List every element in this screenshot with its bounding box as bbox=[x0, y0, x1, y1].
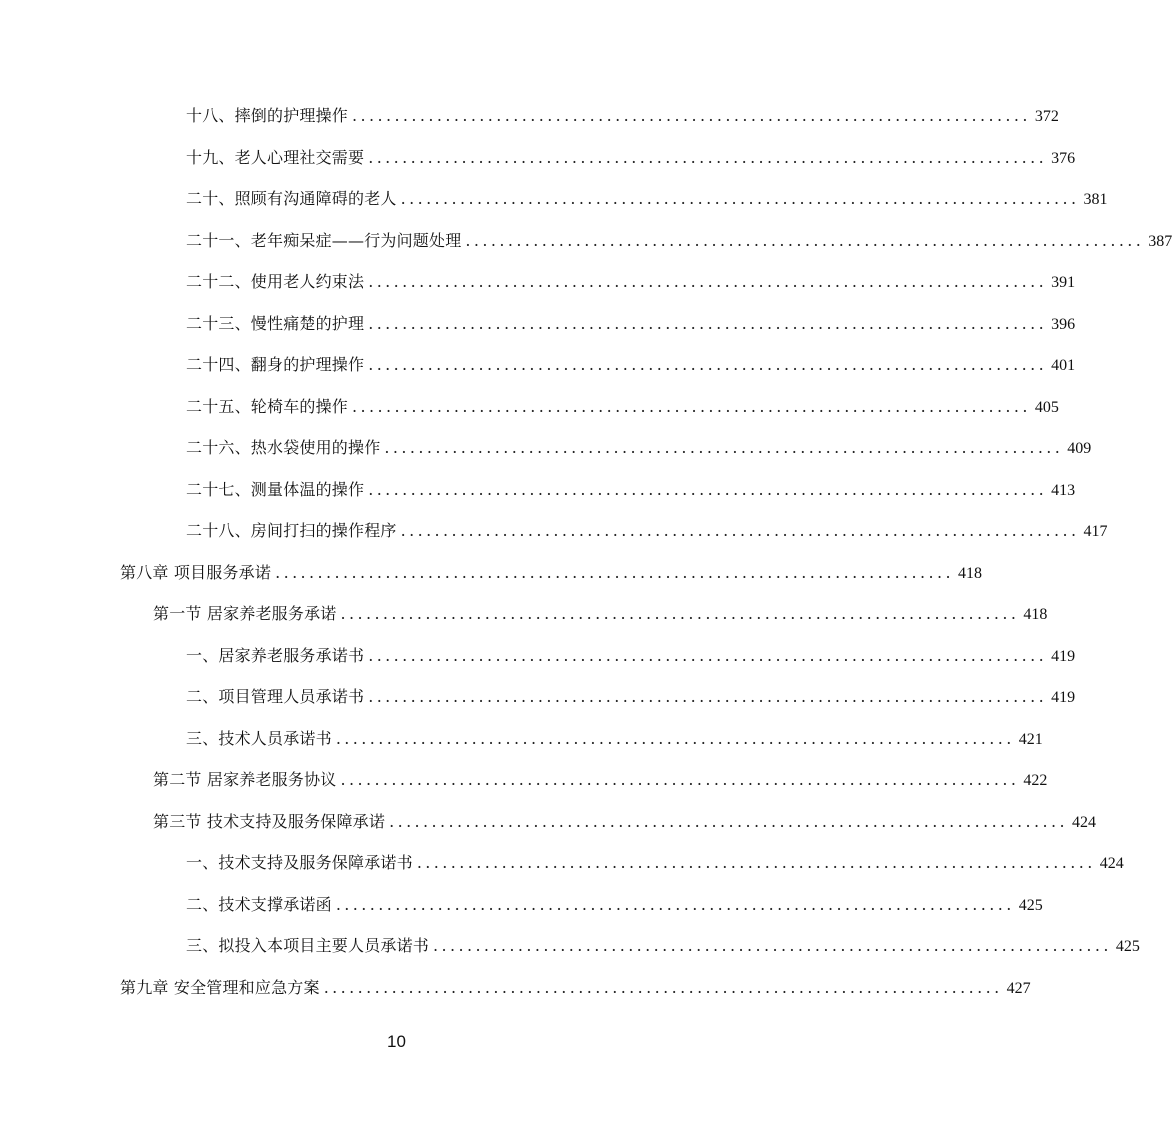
toc-entry-title: 二十五、轮椅车的操作 bbox=[186, 397, 349, 416]
dot-leader: ................................................................................ bbox=[389, 812, 1068, 831]
toc-entry-page-number: 372 bbox=[1034, 108, 1059, 125]
toc-entry[interactable] bbox=[186, 395, 1059, 419]
toc-entry-page-number: 391 bbox=[1051, 274, 1076, 291]
toc-entry[interactable] bbox=[153, 602, 1048, 626]
toc-entry[interactable] bbox=[186, 685, 1076, 709]
dot-leader: ................................................................................ bbox=[368, 355, 1048, 374]
toc-entry-page-number: 409 bbox=[1067, 440, 1092, 457]
toc-entry-page-number: 417 bbox=[1083, 523, 1108, 540]
toc-entry-page-number: 396 bbox=[1051, 316, 1076, 333]
toc-entry-title: 第一节 居家养老服务承诺 bbox=[153, 604, 337, 623]
toc-entry[interactable] bbox=[186, 644, 1076, 668]
toc-entry-title: 二十三、慢性痛楚的护理 bbox=[186, 314, 365, 333]
toc-entry-title: 三、技术人员承诺书 bbox=[186, 729, 332, 748]
toc-entry-page-number: 425 bbox=[1115, 938, 1140, 955]
toc-entry-title: 二十一、老年痴呆症——行为问题处理 bbox=[186, 231, 462, 250]
toc-entry[interactable] bbox=[186, 478, 1076, 502]
toc-entry[interactable] bbox=[186, 851, 1124, 875]
toc-entry-page-number: 421 bbox=[1018, 731, 1043, 748]
toc-entry[interactable] bbox=[120, 976, 1031, 1000]
dot-leader: ................................................................................ bbox=[368, 148, 1048, 167]
toc-entry-page-number: 419 bbox=[1051, 689, 1076, 706]
toc-entry-title: 第二节 居家养老服务协议 bbox=[153, 770, 337, 789]
toc-entry[interactable] bbox=[186, 934, 1140, 958]
toc-entry-title: 二十七、测量体温的操作 bbox=[186, 480, 365, 499]
toc-entry-page-number: 405 bbox=[1034, 399, 1059, 416]
toc-entry[interactable] bbox=[186, 893, 1043, 917]
dot-leader: ................................................................................ bbox=[465, 231, 1145, 250]
dot-leader: ................................................................................ bbox=[340, 604, 1020, 623]
toc-entry[interactable] bbox=[186, 146, 1076, 170]
toc-entry-page-number: 418 bbox=[957, 565, 982, 582]
toc-entry-title: 十八、摔倒的护理操作 bbox=[186, 106, 349, 125]
toc-entry[interactable] bbox=[186, 229, 1172, 253]
toc-entry[interactable] bbox=[186, 270, 1076, 294]
toc-entry-title: 一、技术支持及服务保障承诺书 bbox=[186, 853, 413, 872]
toc-entry-page-number: 401 bbox=[1051, 357, 1076, 374]
toc-entry-title: 二、项目管理人员承诺书 bbox=[186, 687, 365, 706]
toc-entry-page-number: 387 bbox=[1148, 233, 1172, 250]
toc-entry-page-number: 413 bbox=[1051, 482, 1076, 499]
toc-entry[interactable] bbox=[153, 810, 1096, 834]
toc-entry-title: 二十八、房间打扫的操作程序 bbox=[186, 521, 397, 540]
page-number: 10 bbox=[387, 1032, 406, 1051]
dot-leader: ................................................................................ bbox=[340, 770, 1020, 789]
toc-entry[interactable] bbox=[120, 561, 982, 585]
toc-entry-title: 二十六、热水袋使用的操作 bbox=[186, 438, 381, 457]
dot-leader: ................................................................................ bbox=[400, 189, 1080, 208]
toc-entry[interactable] bbox=[186, 187, 1108, 211]
dot-leader: ................................................................................ bbox=[384, 438, 1064, 457]
toc-entry-title: 二十四、翻身的护理操作 bbox=[186, 355, 365, 374]
dot-leader: ................................................................................ bbox=[368, 272, 1048, 291]
toc-entry-page-number: 427 bbox=[1006, 980, 1031, 997]
toc-entry-title: 十九、老人心理社交需要 bbox=[186, 148, 365, 167]
toc-entry[interactable] bbox=[186, 727, 1043, 751]
toc-entry-page-number: 424 bbox=[1071, 814, 1096, 831]
dot-leader: ................................................................................ bbox=[368, 480, 1048, 499]
dot-leader: ................................................................................ bbox=[368, 314, 1048, 333]
dot-leader: ................................................................................ bbox=[400, 521, 1080, 540]
toc-entry-title: 一、居家养老服务承诺书 bbox=[186, 646, 365, 665]
toc-entry-page-number: 424 bbox=[1099, 855, 1124, 872]
toc-entry-title: 二十二、使用老人约束法 bbox=[186, 272, 365, 291]
toc-entry-page-number: 376 bbox=[1051, 150, 1076, 167]
toc-entry-title: 二、技术支撑承诺函 bbox=[186, 895, 332, 914]
toc-entry-title: 二十、照顾有沟通障碍的老人 bbox=[186, 189, 397, 208]
dot-leader: ................................................................................ bbox=[352, 106, 1031, 125]
toc-entry[interactable] bbox=[153, 768, 1048, 792]
dot-leader: ................................................................................ bbox=[352, 397, 1031, 416]
dot-leader: ................................................................................ bbox=[433, 936, 1112, 955]
toc-entry-page-number: 422 bbox=[1023, 772, 1048, 789]
dot-leader: ................................................................................ bbox=[335, 895, 1015, 914]
dot-leader: ................................................................................ bbox=[368, 646, 1048, 665]
toc-entry[interactable] bbox=[186, 519, 1108, 543]
toc-entry[interactable] bbox=[186, 353, 1076, 377]
toc-entry[interactable] bbox=[186, 436, 1092, 460]
toc-entry-title: 第八章 项目服务承诺 bbox=[120, 563, 272, 582]
toc-entry-page-number: 419 bbox=[1051, 648, 1076, 665]
dot-leader: ................................................................................ bbox=[323, 978, 1003, 997]
toc-entry[interactable] bbox=[186, 104, 1059, 128]
dot-leader: ................................................................................ bbox=[275, 563, 954, 582]
toc-entry-title: 第九章 安全管理和应急方案 bbox=[120, 978, 320, 997]
toc-entry-page-number: 381 bbox=[1083, 191, 1108, 208]
toc-entry-page-number: 425 bbox=[1018, 897, 1043, 914]
toc-entry-page-number: 418 bbox=[1023, 606, 1048, 623]
dot-leader: ................................................................................ bbox=[368, 687, 1048, 706]
toc-entry-title: 第三节 技术支持及服务保障承诺 bbox=[153, 812, 386, 831]
toc-entry-title: 三、拟投入本项目主要人员承诺书 bbox=[186, 936, 430, 955]
toc-entry[interactable] bbox=[186, 312, 1076, 336]
dot-leader: ................................................................................ bbox=[335, 729, 1015, 748]
dot-leader: ................................................................................ bbox=[416, 853, 1096, 872]
